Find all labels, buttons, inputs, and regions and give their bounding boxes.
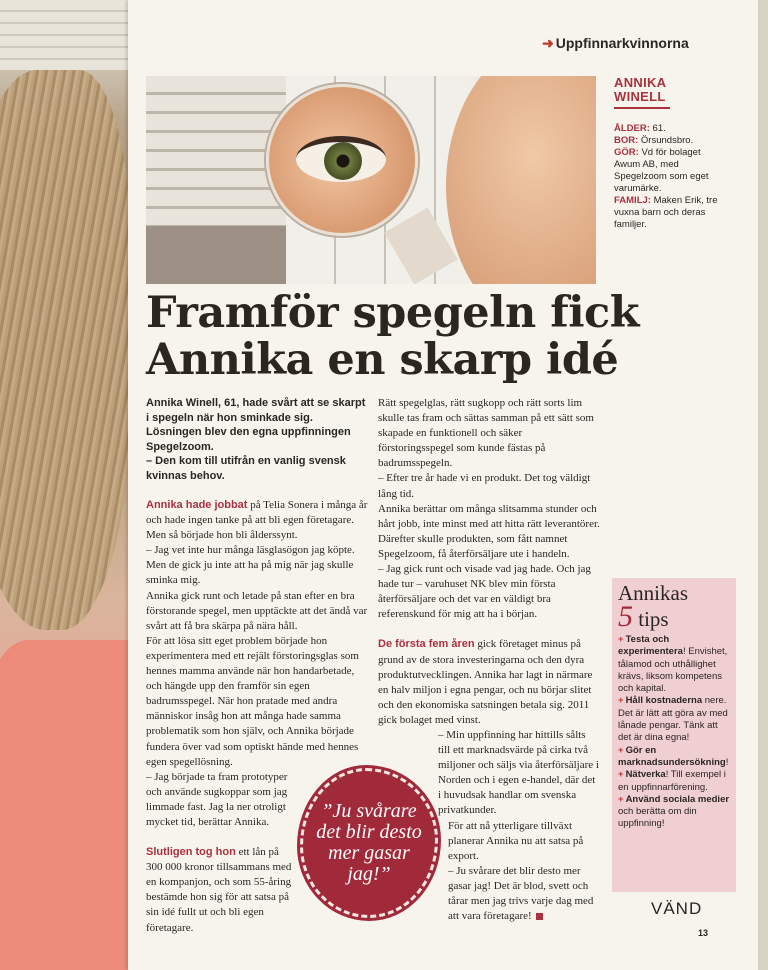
body-paragraph: – Jag vet inte hur många läsglasögon jag köpte. Men de gick ju inte att ha på mig när jag skulle sminka mig. xyxy=(146,544,355,587)
page-number: 13 xyxy=(698,928,709,938)
tip-item: + Använd sociala medier och berätta om din uppfinning! xyxy=(618,793,730,830)
hair-image xyxy=(0,70,128,630)
end-mark xyxy=(536,913,543,920)
body-paragraph: De första fem åren gick företaget minus på grund av de stora investeringarna och den dyra produktutvecklingen. Annika har lagt in närmare en halv miljon i egna pengar, och nu börjar slitet och den ekonomiska satsningen betala sig. 2011 gick bolaget med vinst. xyxy=(378,638,593,726)
profile-lives: BOR: Örsundsbro. xyxy=(614,135,694,146)
body-paragraph: Rätt spegelglas, rätt sugkopp och rätt sorts lim skulle tas fram och sättas samman på ett sätt som skapade en funktionell och säker förstoringsspegel som kunde fästas på badrumsspegeln. xyxy=(378,397,594,470)
body-paragraph: Annika berättar om många slitsamma stunder och hårt jobb, inte minst med att hitta rätt leverantörer. xyxy=(378,502,600,530)
profile-age: ÅLDER: 61. xyxy=(614,123,666,134)
plus-icon: + xyxy=(618,793,624,805)
face-image xyxy=(446,76,596,284)
profile-box xyxy=(614,76,726,231)
body-paragraph: Annika hade jobbat på Telia Sonera i många år och hade ingen tanke på att bli egen företagare. Men så började hon bli ålderssynt. xyxy=(146,499,368,542)
tip-item: + Håll kostnaderna nere. Det är lätt att göra av med lånade pengar. Tänk att det är dina egna! xyxy=(618,695,728,744)
tips-subtitle: 5 tips xyxy=(618,600,669,633)
body-paragraph: Annika gick runt och letade på stan efter en bra förstorande spegel, men upptäckte att det ändå var svårt att få bra skärpa på nära håll. xyxy=(146,589,368,632)
plus-icon: + xyxy=(618,695,624,707)
section-label: ➜ Uppfinnarkvinnorna xyxy=(542,35,689,51)
body-paragraph: – Min uppfinning har hittills sålts till ett marknadsvärde på cirka två miljoner och säljs via återförsäljare i Norden och i egen e-handel, där det i huvudsak handlar om svenska privatkunder. xyxy=(438,728,599,817)
window-blinds-image xyxy=(0,0,128,70)
body-paragraph: Slutligen tog hon ett lån på 300 000 kronor tillsammans med en kompanjon, och som 55-åring bestämde hon sig för att satsa på sin idé fullt ut och bli egen företagare. xyxy=(146,846,292,934)
pull-quote: ”Ju svårare det blir desto mer gasar jag!” xyxy=(300,768,438,918)
body-paragraph: – Efter tre år hade vi en produkt. Det tog väldigt lång tid. xyxy=(378,472,591,500)
body-paragraph: – Jag gick runt och visade vad jag hade. Och jag hade tur – varuhuset NK blev min första återförsäljare och det var en väldigt bra referenskund för mig att ha i början. xyxy=(378,563,591,621)
profile-rule xyxy=(614,107,670,109)
page-edge xyxy=(758,0,768,970)
body-paragraph: För att lösa sitt eget problem började hon experimentera med ett rejält förstoringsglas som hennes mamma använde när hon handarbetade, och hängde upp den framför sin egen badrumsspegel. När hon pratade med andra människor insåg hon att många hade samma problematik som hon själv, och Annika började fundera över vad som optiskt hände med hennes egen spegellösning. xyxy=(146,634,359,768)
tips-title: Annikas xyxy=(618,581,688,605)
side-photo xyxy=(0,0,128,970)
hero-photo xyxy=(146,76,596,284)
tip-item: + Gör en marknadsundersökning! xyxy=(618,744,729,768)
profile-name: ANNIKA WINELL xyxy=(614,75,667,104)
body-paragraph: Därefter skulle produkten, som fått namnet Spegelzoom, få återförsäljare ute i handeln. xyxy=(378,532,570,560)
lead-quote: – Den kom till utifrån en vanlig svensk kvinnas behov. xyxy=(146,455,346,482)
tips-list xyxy=(618,634,730,831)
body-paragraph: För att nå ytterligare tillväxt planerar Annika nu att satsa på export. xyxy=(448,819,584,862)
arrow-icon: ➜ xyxy=(542,35,554,51)
body-paragraph: – Jag började ta fram prototyper och använde sugkoppar som jag limmade fast. Jag la ner otroligt mycket tid, berättar Annika. xyxy=(146,770,288,828)
headline: Framför spegeln fick Annika en skarp idé xyxy=(146,288,640,385)
tip-item: + Nätverka! Till exempel i en uppfinnarförening. xyxy=(618,769,726,793)
shirt-image xyxy=(0,640,128,970)
tips-box xyxy=(612,578,736,892)
turn-page-label: VÄND xyxy=(651,899,703,918)
tip-item: + Testa och experimentera! Envishet, tålamod och uthållighet krävs, liksom kompetens och kapital. xyxy=(618,634,728,695)
lead-paragraph: Annika Winell, 61, hade svårt att se skarpt i spegeln när hon sminkade sig. Lösningen blev den egna uppfinningen Spegelzoom. xyxy=(146,397,366,453)
iris-image xyxy=(324,142,362,180)
plus-icon: + xyxy=(618,769,624,781)
shelf-image xyxy=(146,226,286,284)
body-paragraph: – Ju svårare det blir desto mer gasar jag! Det är blod, svett och tårar men jag trivs varje dag med att vara företagare! xyxy=(448,864,594,923)
plus-icon: + xyxy=(618,744,624,756)
plus-icon: + xyxy=(618,634,624,645)
profile-family: FAMILJ: Maken Erik, tre vuxna barn och deras familjer. xyxy=(614,195,718,230)
profile-does: GÖR: Vd för bolaget Awum AB, med Spegelzoom som eget varumärke. xyxy=(614,147,709,194)
